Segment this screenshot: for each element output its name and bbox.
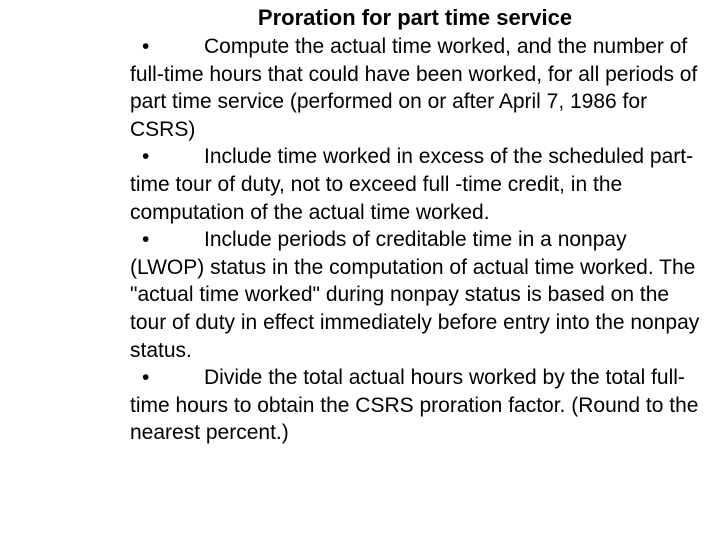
bullet-icon: • <box>142 145 150 169</box>
bullet-item <box>130 226 702 364</box>
bullet-icon: • <box>142 366 150 390</box>
slide-title: Proration for part time service <box>257 5 573 30</box>
bullet-text: Divide the total actual hours worked by the total full-time hours to obtain the CSRS proration factor. (Round to the nearest percent.) <box>130 366 699 445</box>
bullet-text: Compute the actual time worked, and the number of full-time hours that could have been worked, for all periods of part time service (performed on or after April 7, 1986 for CSRS) <box>130 35 698 141</box>
bullet-item <box>130 143 702 226</box>
bullet-text: Include periods of creditable time in a nonpay (LWOP) status in the computation of actual time worked. The "actual time worked" during nonpay status is based on the tour of duty in effect immediately before entry into the nonpay status. <box>130 228 700 362</box>
bullet-icon: • <box>142 228 150 252</box>
bullet-list <box>130 33 702 447</box>
bullet-item <box>130 33 702 143</box>
bullet-icon: • <box>142 35 150 58</box>
bullet-text: Include time worked in excess of the scheduled part-time tour of duty, not to exceed full -time credit, in the computation of the actual time worked. <box>130 145 694 224</box>
bullet-item <box>130 364 702 447</box>
